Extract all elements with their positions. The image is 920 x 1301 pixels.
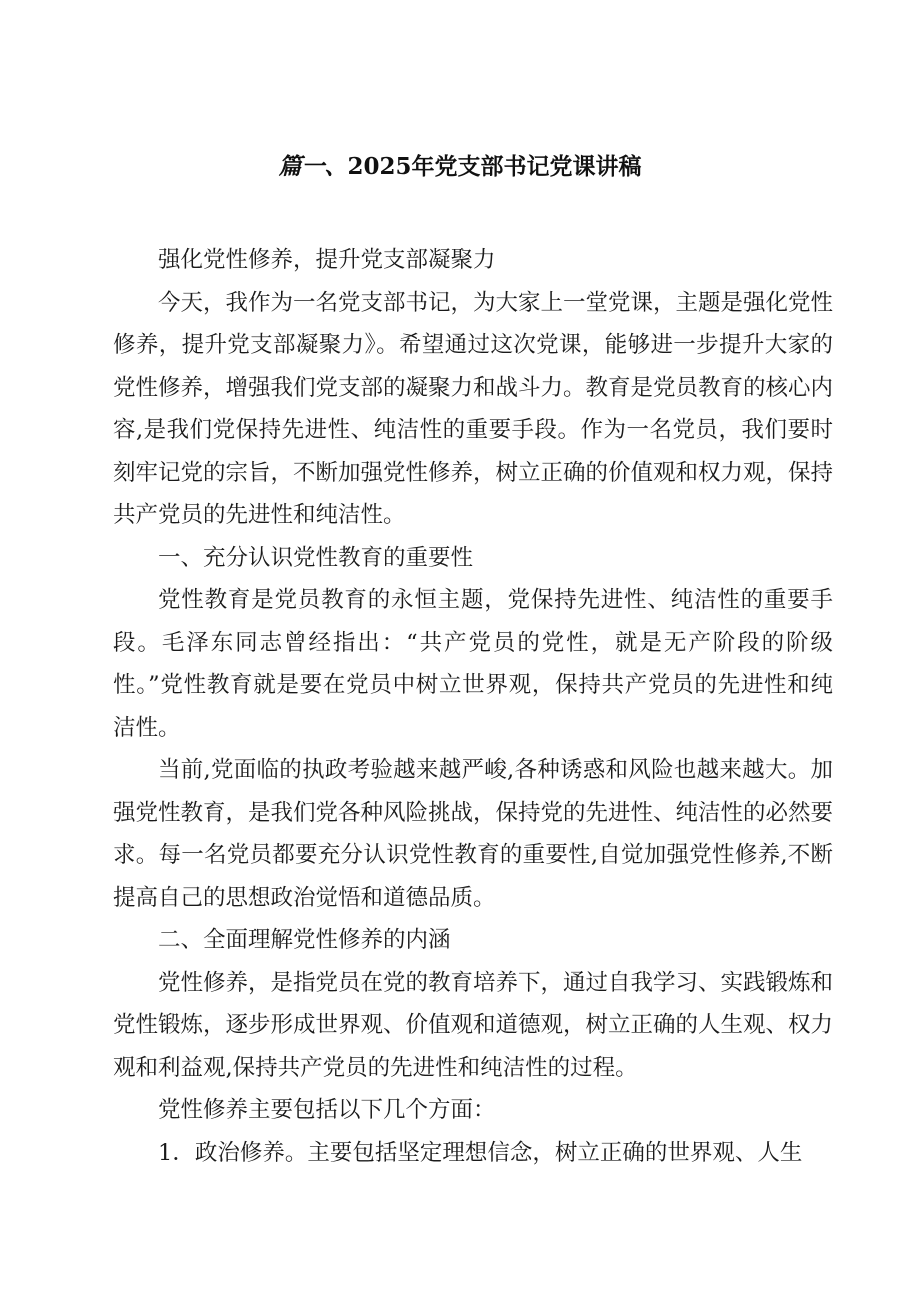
- title-prefix: 篇一、: [278, 153, 348, 180]
- paragraph-intro: 今天，我作为一名党支部书记，为大家上一堂党课，主题是强化党性修养，提升党支部凝聚力》。希望通过这次党课，能够进一步提升大家的党性修养，增强我们党支部的凝聚力和战斗力。教育是党员教育的核心内容,是我们党保持先进性、纯洁性的重要手段。作为一名党员，我们要时刻牢记党的宗旨，不断加强党性修养，树立正确的价值观和权力观，保持共产党员的先进性和纯洁性。: [113, 289, 834, 528]
- paragraph: 党性修养主要包括以下几个方面：: [158, 1097, 496, 1123]
- paragraph: 当前,党面临的执政考验越来越严峻,各种诱惑和风险也越来越大。加强党性教育，是我们党各种风险挑战，保持党的先进性、纯洁性的必然要求。每一名党员都要充分认识党性教育的重要性,自觉加强党性修养,不断提高自己的思想政治觉悟和道德品质。: [113, 757, 834, 911]
- document-title: [0, 148, 920, 181]
- section-heading-1: 一、充分认识党性教育的重要性: [158, 544, 474, 571]
- paragraph: 党性修养，是指党员在党的教育培养下，通过自我学习、实践锻炼和党性锻炼，逐步形成世界观、价值观和道德观，树立正确的人生观、权力观和利益观,保持共产党员的先进性和纯洁性的过程。: [113, 969, 834, 1081]
- list-item: 1．政治修养。主要包括坚定理想信念，树立正确的世界观、人生: [158, 1139, 803, 1166]
- paragraph: 党性教育是党员教育的永恒主题，党保持先进性、纯洁性的重要手段。毛泽东同志曾经指出：“共产党员的党性，就是无产阶段的阶级性。”党性教育就是要在党员中树立世界观，保持共产党员的先进性和纯洁性。: [113, 587, 833, 741]
- subtitle: 强化党性修养，提升党支部凝聚力: [158, 247, 496, 273]
- section-heading-2: 二、全面理解党性修养的内涵: [158, 927, 451, 953]
- title-text: 2025年党支部书记党课讲稿: [347, 153, 642, 180]
- document-body: [113, 239, 833, 1174]
